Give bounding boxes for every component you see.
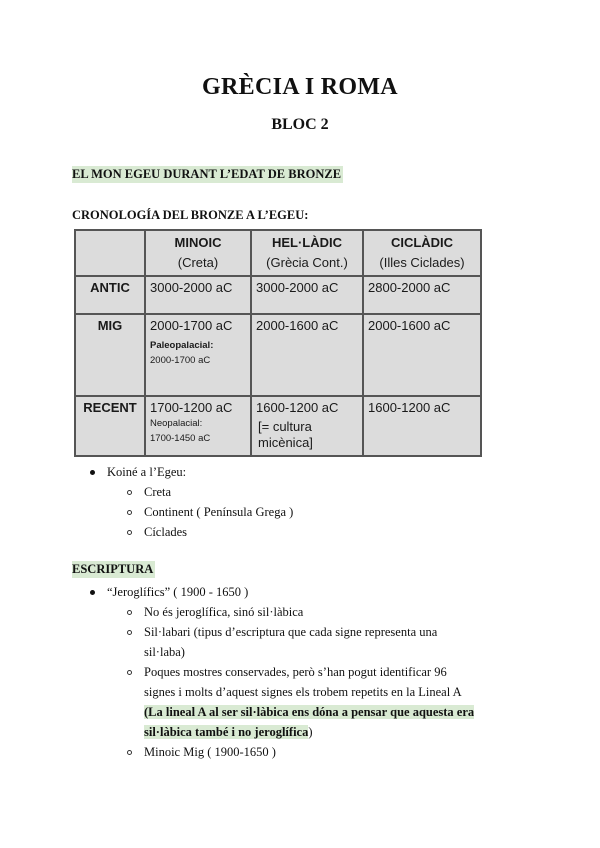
- list-item: Creta: [144, 485, 172, 499]
- cell-minoic-antic: 3000-2000 aC: [145, 276, 251, 314]
- section-heading-cronologia: CRONOLOGÍA DEL BRONZE A L’EGEU:: [72, 208, 309, 222]
- section-heading-egeu: EL MON EGEU DURANT L’EDAT DE BRONZE: [72, 167, 342, 181]
- table-row: [75, 396, 481, 456]
- escriptura-main-item: “Jeroglífics” ( 1900 - 1650 ): [107, 585, 249, 599]
- cell-minoic-mig: 2000-1700 aC Paleopalacial: 2000-1700 aC: [145, 314, 251, 396]
- cell-cicladic-antic: 2800-2000 aC: [363, 276, 481, 314]
- highlighted-note-line-1: (La lineal A al ser sil·làbica ens dóna a pensar que aquesta era: [144, 705, 475, 719]
- bullet-dot-icon: [90, 470, 95, 475]
- bullet-dot-icon: [90, 590, 95, 595]
- page-title: GRÈCIA I ROMA: [202, 74, 398, 100]
- bullet-circle-icon: [127, 490, 132, 495]
- chronology-table: [74, 229, 482, 457]
- bullet-circle-icon: [127, 750, 132, 755]
- header-cicladic: CICLÀDIC (Illes Ciclades): [363, 230, 481, 276]
- list-item-continuation: signes i molts d’aquest signes els trobem repetits en la Lineal A: [144, 685, 462, 699]
- list-item: Continent ( Península Grega ): [144, 505, 294, 519]
- section-heading-escriptura: ESCRIPTURA: [72, 562, 154, 576]
- highlighted-note-line-2: sil·làbica també i no jeroglífica): [144, 725, 313, 739]
- cell-minoic-recent: 1700-1200 aC Neopalacial: 1700-1450 aC: [145, 396, 251, 456]
- header-heladic: HEL·LÀDIC (Grècia Cont.): [251, 230, 363, 276]
- table-corner-cell: [75, 230, 145, 276]
- list-item: Poques mostres conservades, però s’han pogut identificar 96: [144, 665, 447, 679]
- cell-cicladic-recent: 1600-1200 aC: [363, 396, 481, 456]
- row-label-mig: MIG: [75, 314, 145, 396]
- table-row: [75, 314, 481, 396]
- list-item-continuation: sil·laba): [144, 645, 185, 659]
- page-subtitle: BLOC 2: [271, 116, 329, 133]
- cell-cicladic-mig: 2000-1600 aC: [363, 314, 481, 396]
- bullet-circle-icon: [127, 530, 132, 535]
- bullet-circle-icon: [127, 610, 132, 615]
- bullet-circle-icon: [127, 630, 132, 635]
- bullet-circle-icon: [127, 670, 132, 675]
- bullet-circle-icon: [127, 510, 132, 515]
- list-item: Minoic Mig ( 1900-1650 ): [144, 745, 276, 759]
- cell-heladic-recent: 1600-1200 aC [= cultura micènica]: [251, 396, 363, 456]
- row-label-antic: ANTIC: [75, 276, 145, 314]
- koine-label: Koiné a l’Egeu:: [107, 465, 187, 479]
- cell-heladic-mig: 2000-1600 aC: [251, 314, 363, 396]
- table-header-row: [75, 230, 481, 276]
- list-item: Sil·labari (tipus d’escriptura que cada signe representa una: [144, 625, 438, 639]
- list-item: No és jeroglífica, sinó sil·làbica: [144, 605, 304, 619]
- cell-heladic-antic: 3000-2000 aC: [251, 276, 363, 314]
- row-label-recent: RECENT: [75, 396, 145, 456]
- header-minoic: MINOIC (Creta): [145, 230, 251, 276]
- table-row: [75, 276, 481, 314]
- list-item: Cíclades: [144, 525, 188, 539]
